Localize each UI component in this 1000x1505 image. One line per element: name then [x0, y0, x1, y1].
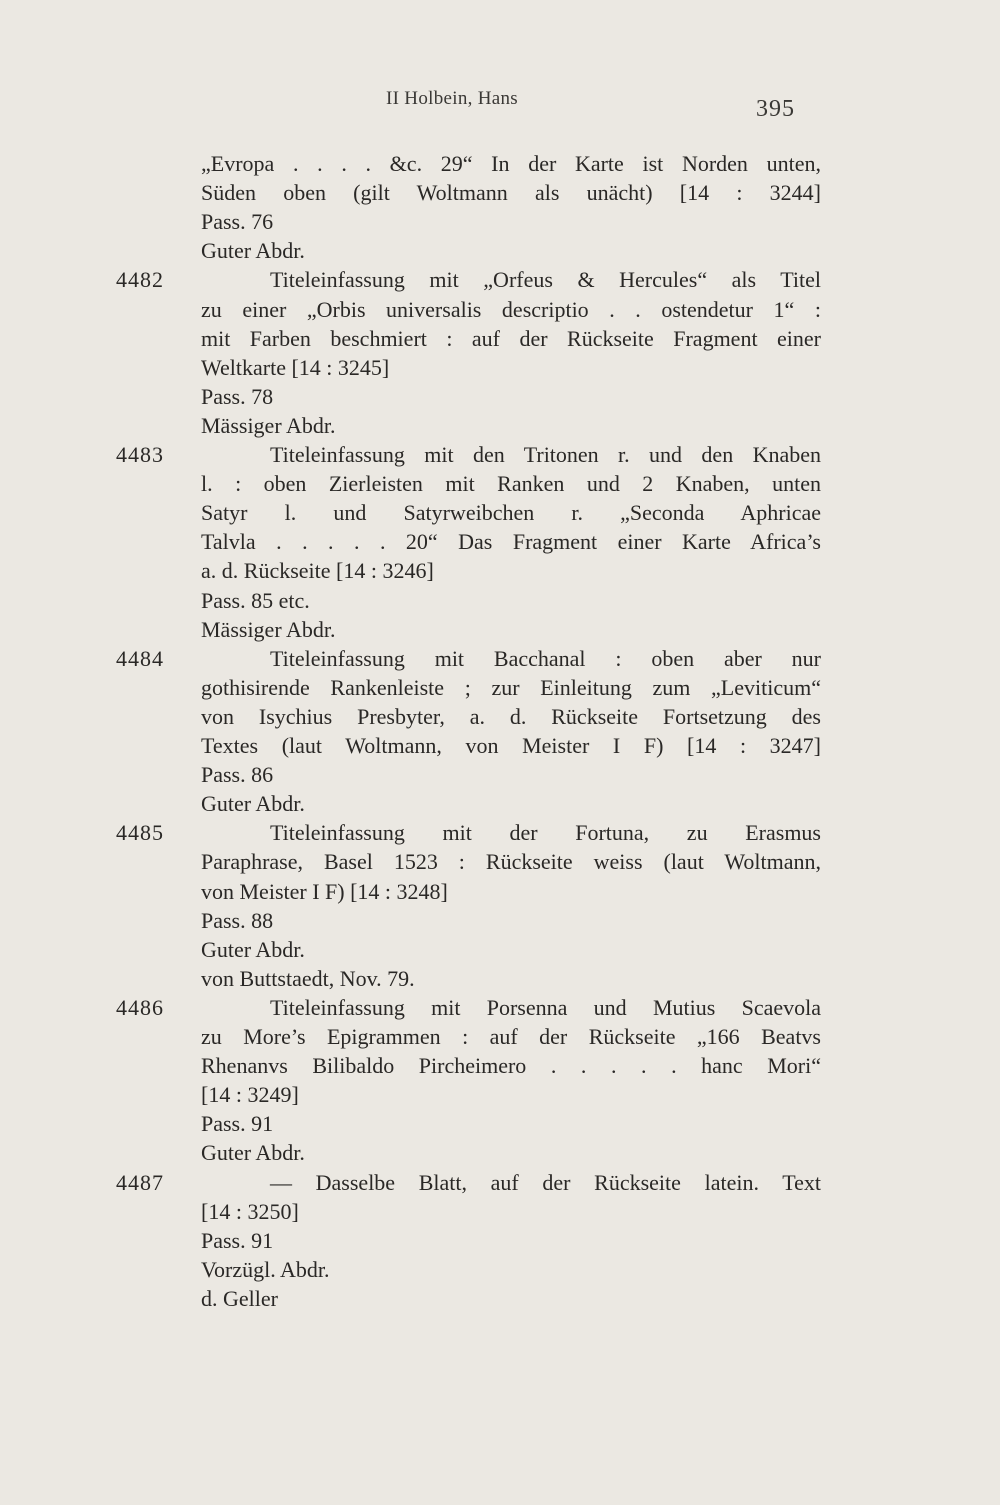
text-line — [0, 441, 1000, 468]
entry-text-line: a. d. Rückseite [14 : 3246] — [201, 558, 434, 584]
text-line — [0, 848, 1000, 875]
text-line — [0, 208, 1000, 235]
entry-text-line: Süden oben (gilt Woltmann als unächt) [14 : 3244] — [201, 180, 821, 206]
lot-number: 4486 — [116, 994, 164, 1020]
text-line — [0, 1227, 1000, 1254]
entry-text-line: Weltkarte [14 : 3245] — [201, 354, 390, 380]
entry-text-line: von Isychius Presbyter, a. d. Rückseite Fortsetzung des — [201, 703, 821, 729]
text-line — [0, 907, 1000, 934]
text-line — [0, 1081, 1000, 1108]
entry-text-line: Pass. 91 — [201, 1227, 274, 1253]
text-line — [0, 150, 1000, 177]
text-line — [0, 237, 1000, 264]
text-line — [0, 936, 1000, 963]
lot-number: 4482 — [116, 267, 164, 293]
text-line — [0, 674, 1000, 701]
text-line — [0, 790, 1000, 817]
text-line — [0, 965, 1000, 992]
entry-text-line: Pass. 76 — [201, 209, 274, 235]
entry-text-line: „Evropa . . . . &c. 29“ In der Karte ist Norden unten, — [201, 151, 821, 176]
text-line — [0, 1285, 1000, 1312]
text-line — [0, 412, 1000, 439]
entry-text-line: mit Farben beschmiert : auf der Rückseite Fragment einer — [201, 325, 821, 351]
text-line — [0, 587, 1000, 614]
entry-text-line: Mässiger Abdr. — [201, 412, 336, 438]
text-line — [0, 383, 1000, 410]
text-line — [0, 1110, 1000, 1137]
entry-text-line: von Buttstaedt, Nov. 79. — [201, 965, 415, 991]
entry-text-line: zu More’s Epigrammen : auf der Rückseite „166 Beatvs — [201, 1024, 821, 1049]
entry-title-line: Titeleinfassung mit den Tritonen r. und den Knaben — [270, 442, 821, 467]
running-head: II Holbein, Hans — [386, 88, 518, 109]
entry-title-line: Titeleinfassung mit Porsenna und Mutius Scaevola — [270, 994, 821, 1020]
text-line — [0, 732, 1000, 759]
entry-title-line: Titeleinfassung mit der Fortuna, zu Erasmus — [270, 820, 821, 846]
entry-text-line: Talvla . . . . . 20“ Das Fragment einer Karte Africa’s — [201, 529, 821, 555]
entry-text-line: Pass. 86 — [201, 762, 274, 788]
text-line — [0, 994, 1000, 1021]
text-line — [0, 616, 1000, 643]
text-line — [0, 1052, 1000, 1079]
entry-text-line: Guter Abdr. — [201, 936, 305, 962]
entry-text-line: Pass. 88 — [201, 907, 274, 933]
entry-text-line: von Meister I F) [14 : 3248] — [201, 878, 448, 904]
entry-text-line: d. Geller — [201, 1285, 278, 1311]
text-line — [0, 296, 1000, 323]
text-line — [0, 354, 1000, 381]
entry-text-line: zu einer „Orbis universalis descriptio . . ostendetur 1“ : — [201, 296, 821, 322]
text-line — [0, 1023, 1000, 1050]
entry-text-line: gothisirende Rankenleiste ; zur Einleitung zum „Leviticum“ — [201, 674, 821, 700]
entry-text-line: Rhenanvs Bilibaldo Pircheimero . . . . . hanc Mori“ — [201, 1053, 821, 1079]
text-line — [0, 1169, 1000, 1196]
entry-text-line: Pass. 85 etc. — [201, 587, 310, 613]
text-line — [0, 878, 1000, 905]
text-line — [0, 1198, 1000, 1225]
entry-text-line: Satyr l. und Satyrweibchen r. „Seconda Aphricae — [201, 500, 821, 526]
lot-number: 4484 — [116, 645, 164, 671]
entry-text-line: Vorzügl. Abdr. — [201, 1256, 330, 1282]
text-line — [0, 325, 1000, 352]
entry-text-line: l. : oben Zierleisten mit Ranken und 2 Knaben, unten — [201, 471, 821, 497]
lot-number: 4483 — [116, 442, 164, 467]
entry-title-line: Titeleinfassung mit „Orfeus & Hercules“ als Titel — [270, 267, 821, 293]
entry-title-line: — Dasselbe Blatt, auf der Rückseite latein. Text — [270, 1169, 821, 1195]
entry-text-line: Pass. 91 — [201, 1111, 274, 1137]
lot-number: 4487 — [116, 1169, 164, 1195]
text-line — [0, 1139, 1000, 1166]
text-line — [0, 528, 1000, 555]
text-line — [0, 499, 1000, 526]
text-line — [0, 645, 1000, 672]
entry-text-line: [14 : 3250] — [201, 1198, 299, 1224]
text-line — [0, 179, 1000, 206]
text-line — [0, 266, 1000, 293]
lot-number: 4485 — [116, 820, 164, 846]
entry-title-line: Titeleinfassung mit Bacchanal : oben aber nur — [270, 645, 821, 671]
entry-text-line: Paraphrase, Basel 1523 : Rückseite weiss (laut Woltmann, — [201, 849, 821, 875]
text-line — [0, 470, 1000, 497]
page-number: 395 — [756, 96, 795, 122]
entry-text-line: [14 : 3249] — [201, 1082, 299, 1108]
text-line — [0, 761, 1000, 788]
text-line — [0, 557, 1000, 584]
entry-text-line: Guter Abdr. — [201, 238, 305, 264]
text-line — [0, 703, 1000, 730]
entry-text-line: Pass. 78 — [201, 383, 274, 409]
entry-text-line: Guter Abdr. — [201, 1140, 305, 1166]
entry-text-line: Mässiger Abdr. — [201, 616, 336, 642]
text-line — [0, 1256, 1000, 1283]
text-line — [0, 819, 1000, 846]
entry-text-line: Guter Abdr. — [201, 791, 305, 817]
entry-text-line: Textes (laut Woltmann, von Meister I F) [14 : 3247] — [201, 733, 821, 758]
